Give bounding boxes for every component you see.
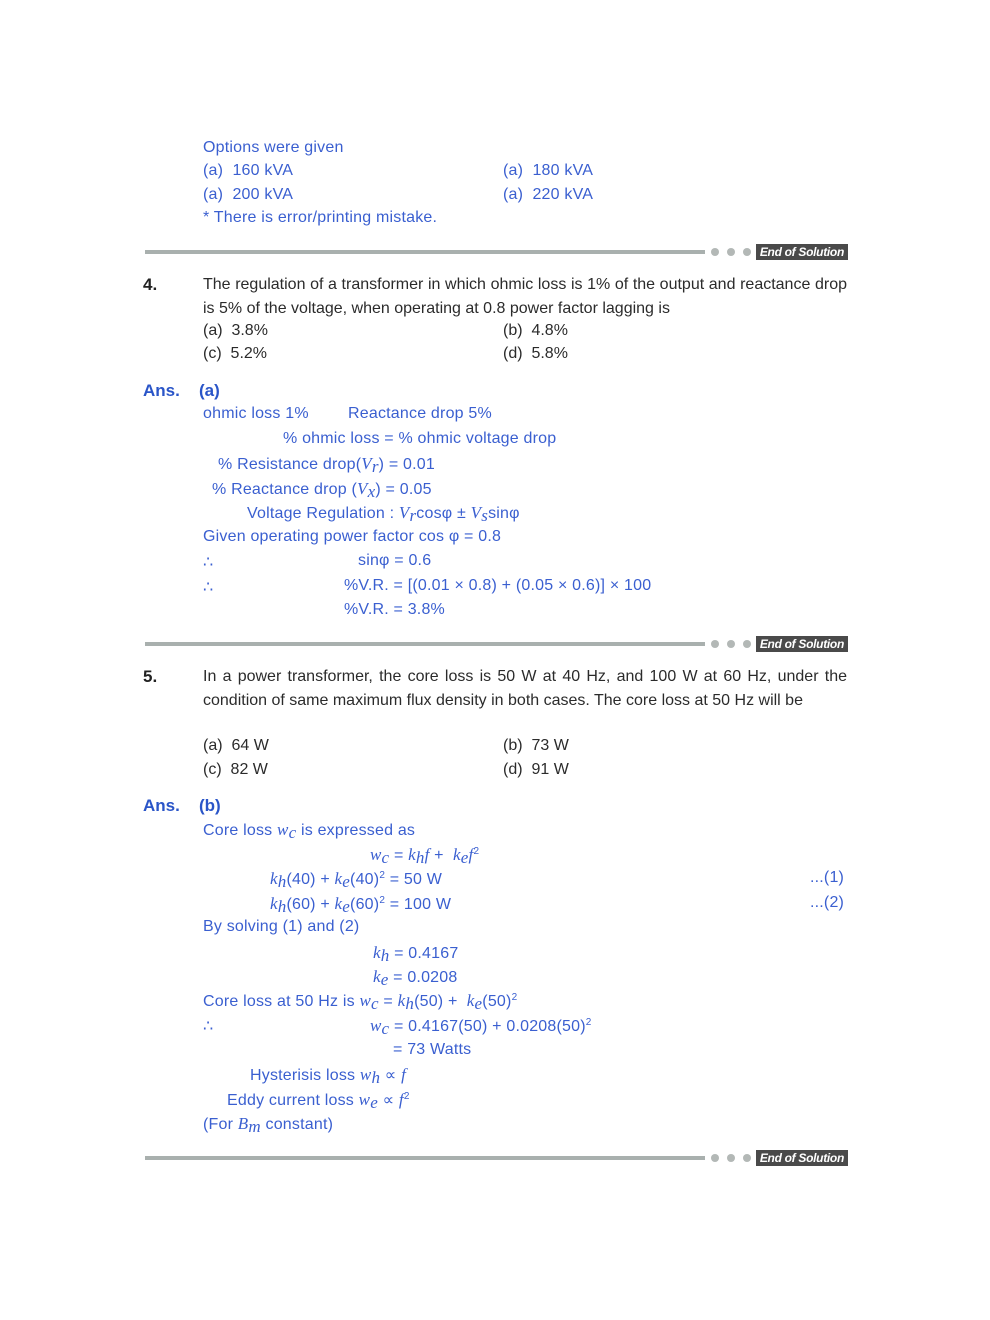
- solution-result: = 73 Watts: [393, 1041, 472, 1058]
- dot-icon: [711, 248, 719, 256]
- solution-line: % Reactance drop $(V_x) = 0.05$: [212, 479, 432, 501]
- dot-icon: [743, 640, 751, 648]
- solution-line: Given operating power factor cos φ = 0.8: [203, 528, 502, 545]
- end-of-solution-divider: [145, 1150, 848, 1166]
- divider-line: [145, 642, 705, 646]
- solution-result: %V.R. = 3.8%: [344, 601, 445, 618]
- solution-line: By solving (1) and (2): [203, 918, 360, 935]
- solution-line: (For $B_m$ constant): [203, 1114, 334, 1136]
- option-item: (a) 3.8%: [203, 322, 268, 339]
- end-of-solution-tag: End of Solution: [756, 636, 848, 652]
- therefore-symbol: ∴: [203, 554, 214, 571]
- dot-icon: [727, 640, 735, 648]
- solution-line: Hysterisis loss $w_h \propto f$: [250, 1065, 406, 1087]
- question-text: The regulation of a transformer in which ohmic loss is 1% of the output and reactance drop is 5% of the voltage, when operating at 0.8 power factor lagging is: [203, 276, 847, 317]
- equation-ref: ...(2): [810, 894, 845, 911]
- error-note: * There is error/printing mistake.: [203, 209, 438, 226]
- option-item: (c) 5.2%: [203, 345, 268, 362]
- solution-line: Voltage Regulation : $V_r\cos\varphi \pm V_s\sin\varphi$: [247, 503, 520, 525]
- answer-label: Ans.: [143, 796, 180, 815]
- dot-icon: [727, 248, 735, 256]
- option-item: (b) 4.8%: [503, 322, 568, 339]
- solution-line: Core loss at 50 Hz is $w_c = k_h(50) + k_e(50)^2$: [203, 991, 518, 1013]
- equation-ref: ...(1): [810, 869, 845, 886]
- dot-icon: [727, 1154, 735, 1162]
- solution-line: %V.R. = [(0.01 × 0.8) + (0.05 × 0.6)] × 100: [344, 577, 652, 594]
- option-item: (a) 64 W: [203, 737, 269, 754]
- answer-value: (a): [199, 381, 220, 400]
- equation-2: $k_h(60) + k_e(60)^2 = 100$ W: [270, 894, 452, 916]
- solution-line: sinφ = 0.6: [358, 552, 432, 569]
- dot-icon: [743, 1154, 751, 1162]
- option-item: (d) 5.8%: [503, 345, 568, 362]
- option-item: (a) 220 kVA: [503, 186, 594, 203]
- options-heading: Options were given: [203, 139, 344, 156]
- ke-value: $k_e = 0.0208$: [373, 967, 458, 989]
- option-item: (d) 91 W: [503, 761, 569, 778]
- option-item: (a) 200 kVA: [203, 186, 294, 203]
- equation-1: $k_h(40) + k_e(40)^2 = 50$ W: [270, 869, 443, 891]
- option-item: (a) 160 kVA: [203, 162, 294, 179]
- option-item: (a) 180 kVA: [503, 162, 594, 179]
- solution-line: % Resistance $drop(V_r) = 0.01$: [218, 454, 435, 476]
- solution-line: % ohmic loss = % ohmic voltage drop: [283, 430, 557, 447]
- option-item: (c) 82 W: [203, 761, 268, 778]
- end-of-solution-divider: [145, 636, 848, 652]
- therefore-symbol: ∴: [203, 579, 214, 596]
- answer-label: Ans.: [143, 381, 180, 400]
- divider-line: [145, 250, 705, 254]
- therefore-symbol: ∴: [203, 1018, 214, 1035]
- dot-icon: [711, 1154, 719, 1162]
- end-of-solution-tag: End of Solution: [756, 1150, 848, 1166]
- solution-line: $w_c = 0.4167(50) + 0.0208(50)^2$: [370, 1016, 592, 1038]
- solution-line: Eddy current loss $w_e \propto f^2$: [227, 1090, 410, 1112]
- question-number: 4.: [143, 275, 158, 294]
- dot-icon: [711, 640, 719, 648]
- option-item: (b) 73 W: [503, 737, 569, 754]
- question-number: 5.: [143, 667, 158, 686]
- solution-line: Reactance drop 5%: [348, 405, 492, 422]
- dot-icon: [743, 248, 751, 256]
- answer-value: (b): [199, 796, 221, 815]
- divider-line: [145, 1156, 705, 1160]
- end-of-solution-divider: [145, 244, 848, 260]
- kh-value: $k_h = 0.4167$: [373, 943, 459, 965]
- solution-line: ohmic loss 1%: [203, 405, 309, 422]
- question-text: In a power transformer, the core loss is 50 W at 40 Hz, and 100 W at 60 Hz, under the condition of same maximum flux density in both cases. The core loss at 50 Hz will be: [203, 668, 847, 709]
- end-of-solution-tag: End of Solution: [756, 244, 848, 260]
- core-loss-formula: $w_c = k_hf + k_ef^2$: [370, 845, 480, 867]
- solution-line: Core loss $w_c$ is expressed as: [203, 820, 416, 842]
